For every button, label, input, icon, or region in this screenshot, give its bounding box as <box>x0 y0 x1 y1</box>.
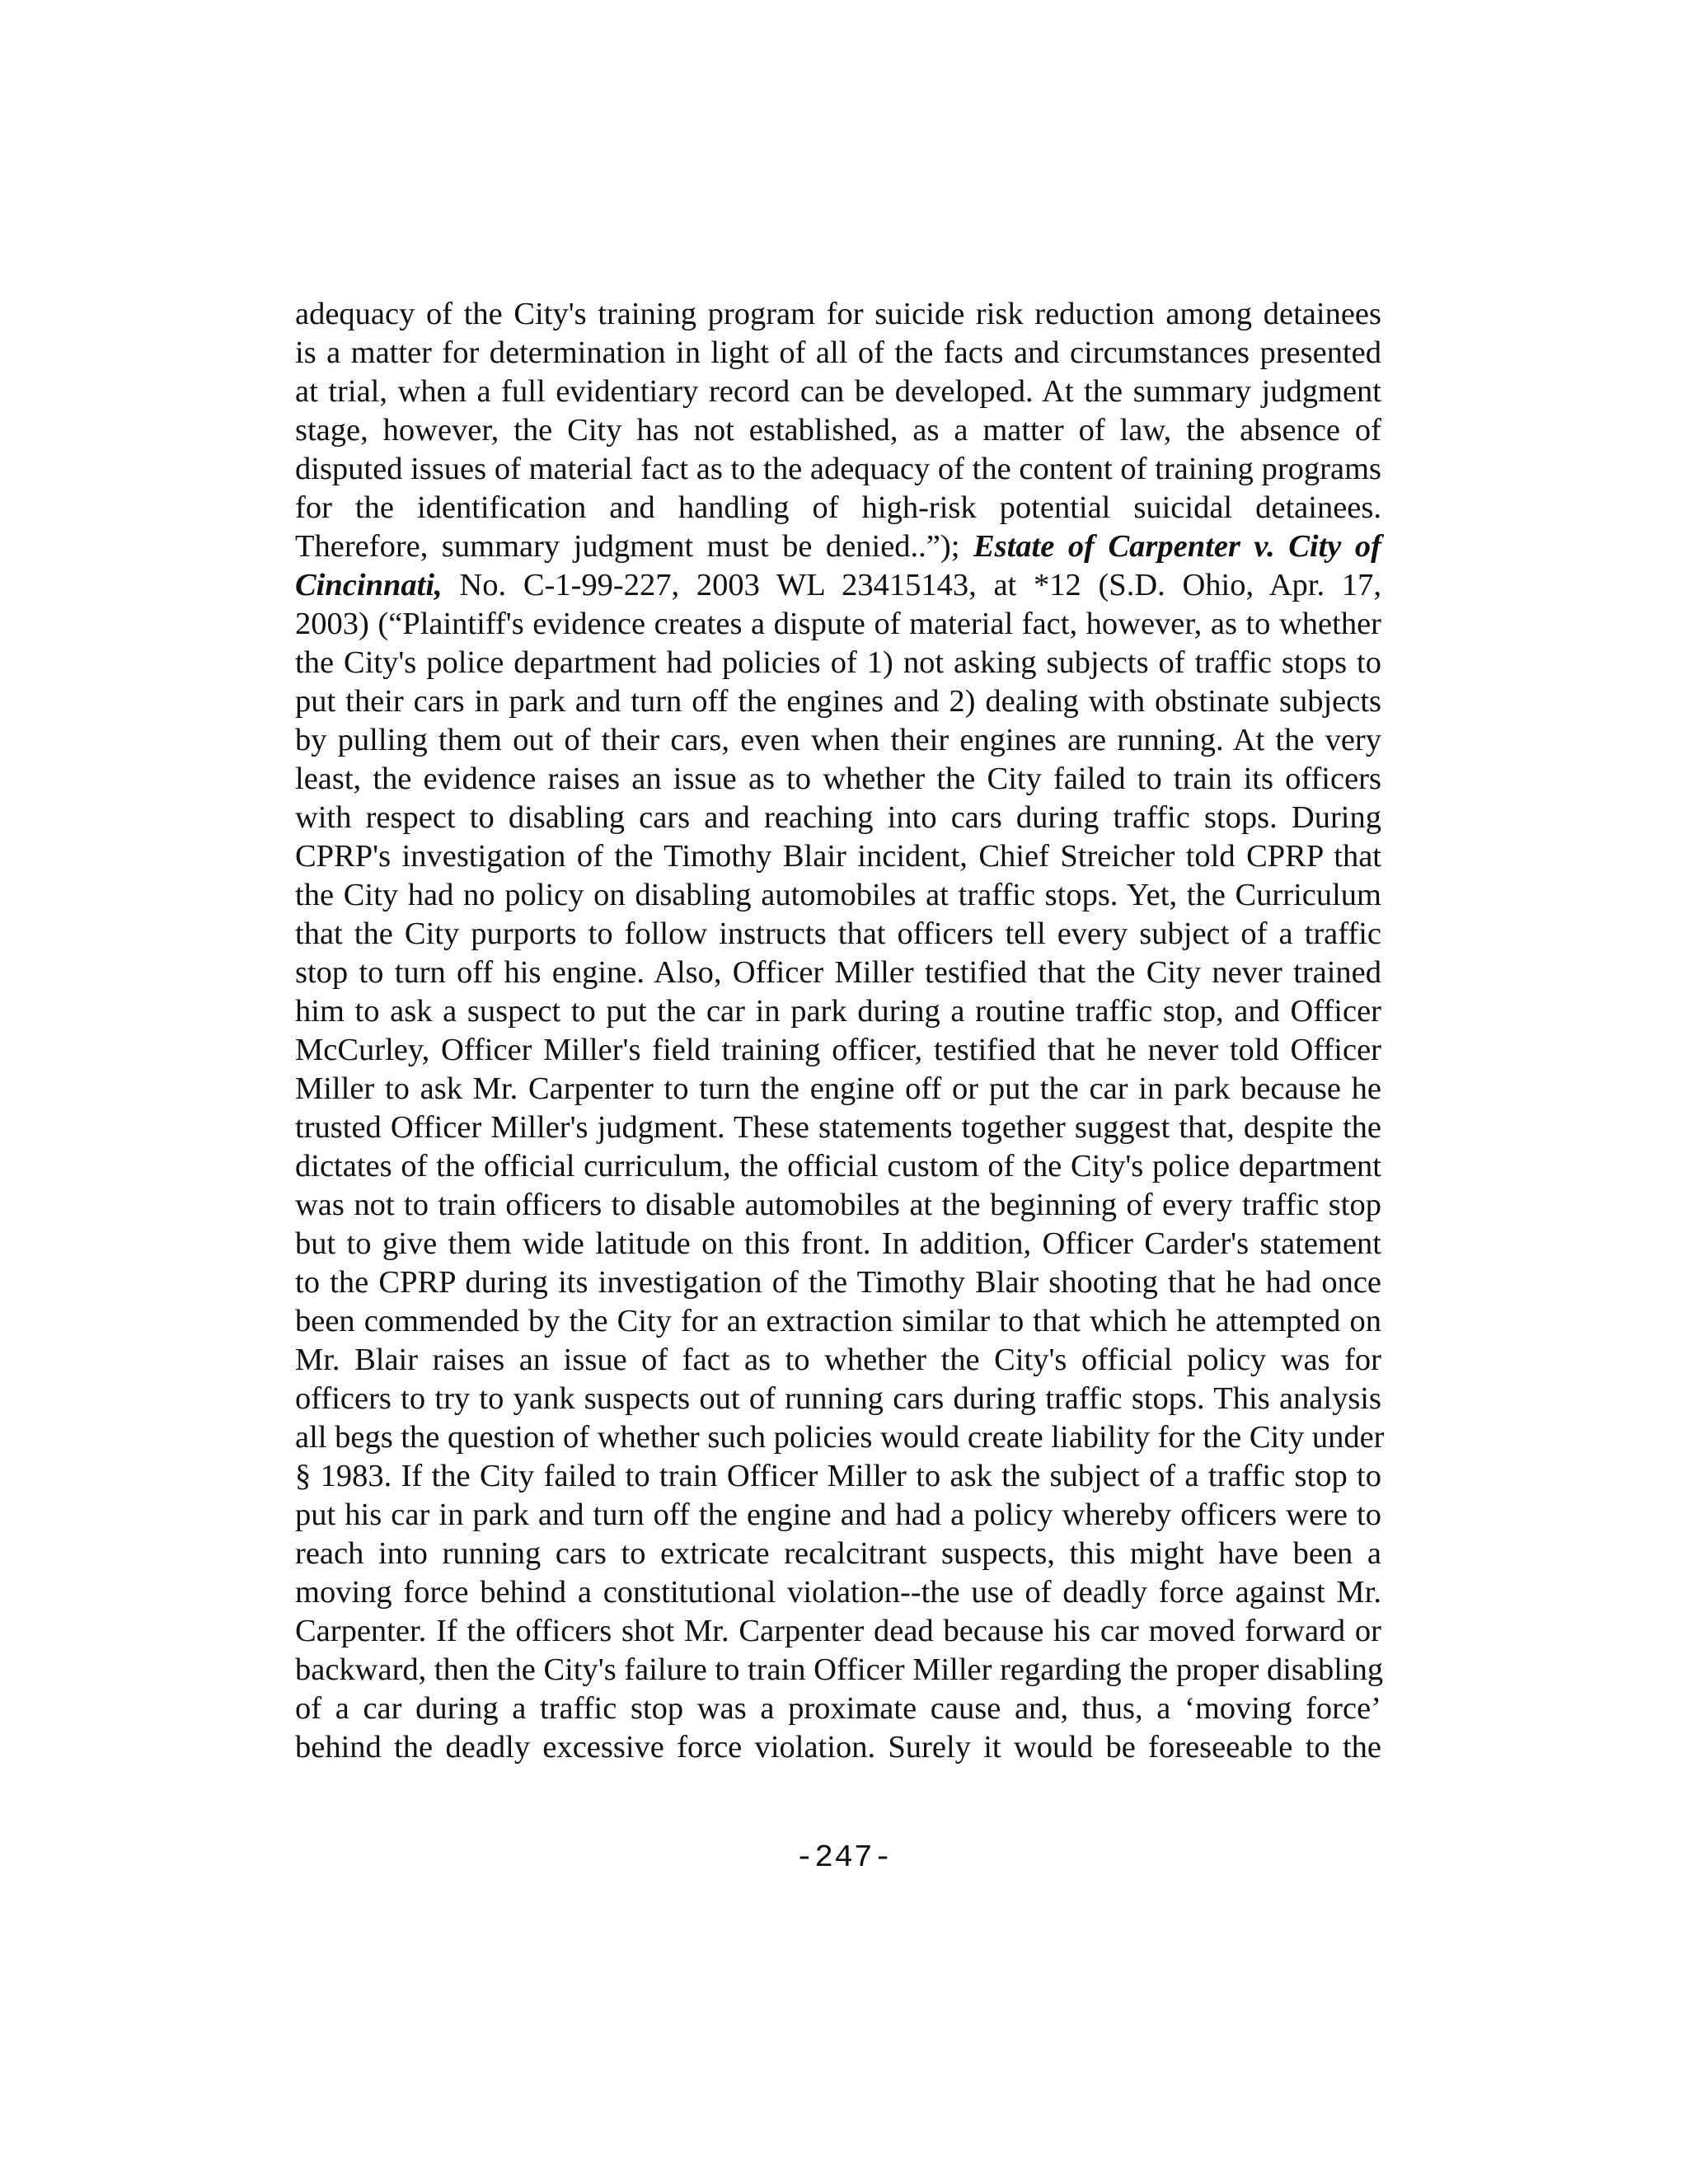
text-line <box>295 837 1381 876</box>
text-line <box>295 721 1381 760</box>
case-citation: Estate of Carpenter v. City of <box>973 529 1381 564</box>
text-line <box>295 992 1381 1031</box>
text-line <box>295 915 1381 954</box>
text-segment: the City had no policy on disabling automobiles at traffic stops. Yet, the Curriculum <box>295 878 1381 912</box>
text-line <box>295 1225 1381 1263</box>
text-line <box>295 1651 1384 1690</box>
text-segment: was not to train officers to disable automobiles at the beginning of every traffic stop <box>295 1188 1381 1222</box>
text-line <box>295 605 1381 644</box>
text-line <box>295 644 1381 682</box>
text-line <box>295 876 1381 915</box>
text-segment: put his car in park and turn off the engine and had a policy whereby officers were to <box>295 1497 1381 1532</box>
text-segment: all begs the question of whether such policies would create liability for the City under <box>295 1420 1385 1455</box>
text-segment: by pulling them out of their cars, even when their engines are running. At the very <box>295 723 1381 757</box>
text-segment: least, the evidence raises an issue as to whether the City failed to train its officers <box>295 762 1381 796</box>
text-segment: stage, however, the City has not established, as a matter of law, the absence of <box>295 413 1381 448</box>
text-line <box>295 1070 1381 1108</box>
text-line <box>295 1031 1381 1070</box>
body-text <box>295 295 1385 1767</box>
text-line <box>295 1496 1381 1535</box>
text-line <box>295 295 1381 334</box>
text-line <box>295 682 1381 721</box>
text-segment: disputed issues of material fact as to the adequacy of the content of training programs <box>295 452 1381 486</box>
text-segment: officers to try to yank suspects out of running cars during traffic stops. This analysis <box>295 1381 1381 1416</box>
text-segment: the City's police department had policies of 1) not asking subjects of traffic stops to <box>295 645 1381 680</box>
text-line <box>295 1418 1385 1457</box>
text-segment: that the City purports to follow instructs that officers tell every subject of a traffic <box>295 916 1381 951</box>
text-segment: behind the deadly excessive force violation. Surely it would be foreseeable to the <box>295 1730 1381 1765</box>
text-segment: adequacy of the City's training program for suicide risk reduction among detainees <box>295 297 1381 331</box>
text-segment: Mr. Blair raises an issue of fact as to whether the City's official policy was for <box>295 1343 1381 1377</box>
text-segment: for the identification and handling of high-risk potential suicidal detainees. <box>295 490 1381 525</box>
text-segment: put their cars in park and turn off the engines and 2) dealing with obstinate subjects <box>295 684 1381 719</box>
text-line <box>295 1690 1381 1728</box>
text-line <box>295 527 1381 566</box>
text-line <box>295 1341 1381 1380</box>
text-line <box>295 411 1381 450</box>
text-segment: stop to turn off his engine. Also, Officer Miller testified that the City never trained <box>295 955 1381 990</box>
text-segment: § 1983. If the City failed to train Officer Miller to ask the subject of a traffic stop to <box>295 1459 1381 1493</box>
text-line <box>295 1263 1381 1302</box>
text-line <box>295 760 1381 799</box>
text-line <box>295 1147 1381 1186</box>
text-line <box>295 799 1381 837</box>
text-line <box>295 1612 1381 1651</box>
text-line <box>295 566 1381 605</box>
text-segment: at trial, when a full evidentiary record can be developed. At the summary judgment <box>295 374 1381 409</box>
text-line <box>295 1186 1381 1225</box>
text-segment: him to ask a suspect to put the car in park during a routine traffic stop, and Officer <box>295 994 1381 1029</box>
text-segment: CPRP's investigation of the Timothy Blair incident, Chief Streicher told CPRP that <box>295 839 1381 874</box>
text-line <box>295 1108 1381 1147</box>
text-segment: is a matter for determination in light of all of the facts and circumstances presented <box>295 335 1381 370</box>
text-segment: moving force behind a constitutional violation--the use of deadly force against Mr. <box>295 1575 1381 1610</box>
text-line <box>295 1535 1381 1573</box>
text-segment: with respect to disabling cars and reaching into cars during traffic stops. During <box>295 800 1381 835</box>
text-line <box>295 1728 1381 1767</box>
text-segment: McCurley, Officer Miller's field training officer, testified that he never told Officer <box>295 1033 1381 1067</box>
text-segment: No. C-1-99-227, 2003 WL 23415143, at *12 (S.D. Ohio, Apr. 17, <box>442 568 1381 602</box>
text-line <box>295 954 1381 992</box>
text-line <box>295 1573 1381 1612</box>
text-line <box>295 373 1381 411</box>
text-segment: but to give them wide latitude on this front. In addition, Officer Carder's statement <box>295 1226 1381 1261</box>
text-segment: reach into running cars to extricate recalcitrant suspects, this might have been a <box>295 1536 1381 1571</box>
text-segment: 2003) (“Plaintiff's evidence creates a dispute of material fact, however, as to whether <box>295 607 1381 641</box>
text-line <box>295 1457 1381 1496</box>
text-segment: Carpenter. If the officers shot Mr. Carpenter dead because his car moved forward or <box>295 1614 1381 1648</box>
text-segment: Miller to ask Mr. Carpenter to turn the engine off or put the car in park because he <box>295 1071 1381 1106</box>
text-line <box>295 489 1381 527</box>
text-segment: of a car during a traffic stop was a proximate cause and, thus, a ‘moving force’ <box>295 1691 1381 1726</box>
text-segment: trusted Officer Miller's judgment. These statements together suggest that, despite the <box>295 1110 1381 1145</box>
text-line <box>295 450 1381 489</box>
text-line <box>295 334 1381 373</box>
text-segment: Therefore, summary judgment must be denied..”); <box>295 529 973 564</box>
text-segment: been commended by the City for an extraction similar to that which he attempted on <box>295 1304 1381 1338</box>
text-line <box>295 1380 1381 1418</box>
case-citation: Cincinnati, <box>295 568 443 602</box>
page-number: -247- <box>795 1840 893 1876</box>
text-segment: to the CPRP during its investigation of the Timothy Blair shooting that he had once <box>295 1265 1381 1300</box>
text-segment: dictates of the official curriculum, the official custom of the City's police department <box>295 1149 1381 1183</box>
text-line <box>295 1302 1381 1341</box>
text-segment: backward, then the City's failure to train Officer Miller regarding the proper disabling <box>295 1652 1384 1687</box>
